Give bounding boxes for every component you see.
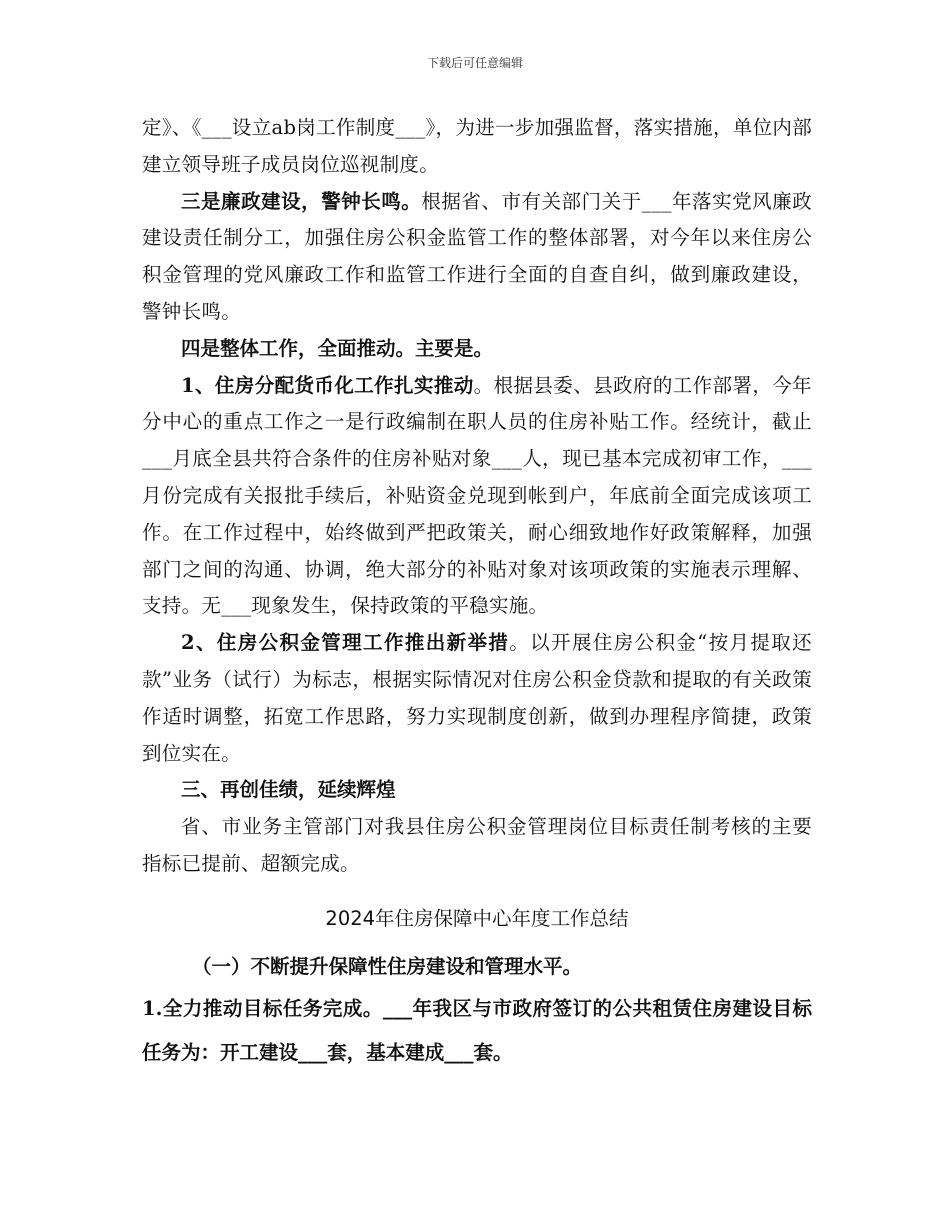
paragraph-text: 。根据县委、县政府的工作部署，今年分中心的重点工作之一是行政编制在职人员的住房补贴工作。经统计，截止___月底全县共符合条件的住房补贴对象___人，现已基本完成初审工作，___月份完成有关报批手续后，补贴资金兑现到帐到户，年底前全面完成该项工作。在工作过程中，始终做到严把政策关，耐心细致地作好政策解释，加强部门之间的沟通、协调，绝大部分的补贴对象对该项政策的实施表示理解、支持。无___现象发生，保持政策的平稳实施。 xyxy=(142,373,812,618)
document-body xyxy=(142,110,812,1075)
paragraph-lead: 三是廉政建设，警钟长鸣。 xyxy=(181,189,422,213)
paragraph-continuation: 定》、《___设立ab岗工作制度___》，为进一步加强监督，落实措施，单位内部建立领导班子成员岗位巡视制度。 xyxy=(142,116,812,176)
sub-heading: （一）不断提升保障性住房建设和管理水平。 xyxy=(192,954,583,978)
paragraph-lead: 1、住房分配货币化工作扎实推动 xyxy=(181,373,474,397)
paragraph-integrity xyxy=(142,184,812,331)
paragraph-provident-fund xyxy=(142,625,812,772)
paragraph-housing-monetization xyxy=(142,368,812,626)
heading-overall-work: 四是整体工作，全面推动。主要是。 xyxy=(181,336,494,360)
paragraph-assessment: 省、市业务主管部门对我县住房公积金管理岗位目标责任制考核的主要指标已提前、超额完成。 xyxy=(142,815,812,875)
heading-new-achievements: 三、再创佳绩，延续辉煌 xyxy=(181,778,396,802)
paragraph-text: 根据省、市有关部门关于___年落实党风廉政建设责任制分工，加强住房公积金监管工作的整体部署，对今年以来住房公积金管理的党风廉政工作和监管工作进行全面的自查自纠，做到廉政建设，警钟长鸣。 xyxy=(142,189,812,323)
paragraph-lead: 2、住房公积金管理工作推出新举措 xyxy=(181,631,510,655)
paragraph-text: 。以开展住房公积金“按月提取还款”业务（试行）为标志，根据实际情况对住房公积金贷款和提取的有关政策作适时调整，拓宽工作思路，努力实现制度创新，做到办理程序简捷，政策到位实在。 xyxy=(142,631,812,765)
page-header: 下载后可任意编辑 xyxy=(426,56,523,70)
section-title: 2024年住房保障中心年度工作总结 xyxy=(325,906,629,930)
paragraph-target-tasks: 1.全力推动目标任务完成。___年我区与市政府签订的公共租赁住房建设目标任务为：开工建设___套，基本建成___套。 xyxy=(142,996,812,1064)
